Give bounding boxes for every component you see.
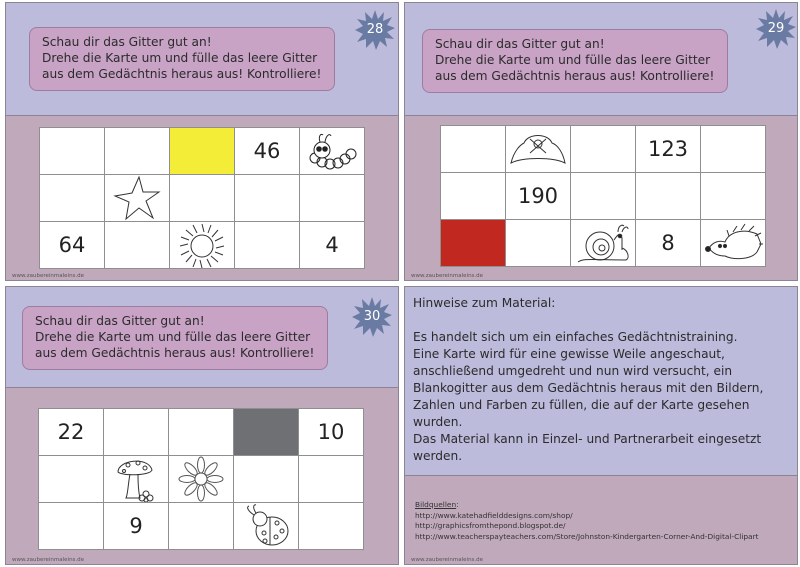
grid-cell-empty (169, 503, 234, 550)
memory-grid (39, 127, 365, 269)
grid-cell-empty (39, 456, 104, 503)
grid-cell-empty (300, 175, 365, 222)
grid-cell-image (234, 503, 299, 550)
notes-line: anschließend umgedreht und nun wird versucht, ein (413, 364, 733, 378)
grid-cell-empty (506, 220, 571, 267)
grid-cell-empty (104, 409, 169, 456)
instruction-bubble: Schau dir das Gitter gut an! Drehe die Karte um und fülle das leere Gitter aus dem Gedächtnis heraus aus! Kontrolliere! (29, 27, 335, 91)
grid-cell-number: 10 (299, 409, 364, 456)
memory-card-30 (5, 286, 399, 565)
notes-text (413, 295, 789, 465)
notes-title: Hinweise zum Material: (413, 296, 556, 310)
grid-cell-empty (40, 128, 105, 175)
notes-card (404, 286, 798, 565)
grid-cell-number: 46 (235, 128, 300, 175)
grid-cell-image (701, 220, 766, 267)
grid-cell-empty (234, 456, 299, 503)
grid-cell-empty (441, 173, 506, 220)
grid-cell-empty (169, 409, 234, 456)
notes-line: wurden. (413, 415, 463, 429)
memory-grid (440, 125, 766, 267)
memory-card-29 (404, 2, 798, 281)
notes-line: werden. (413, 449, 463, 463)
card-number-badge: 30 (351, 296, 393, 338)
grid-cell-empty (105, 128, 170, 175)
grid-cell-empty (105, 222, 170, 269)
mushroom-icon (114, 456, 158, 502)
caterpillar-icon (307, 130, 357, 172)
grid-cell-image (571, 220, 636, 267)
card-number-badge: 28 (354, 9, 396, 51)
grid-cell-number: 4 (300, 222, 365, 269)
flower-icon (177, 456, 225, 502)
grid-cell-image (170, 222, 235, 269)
source-link[interactable]: http://www.teacherspayteachers.com/Store/Johnston-Kindergarten-Corner-And-Digital-Clipart (415, 531, 759, 541)
grid-cell-number: 123 (636, 126, 701, 173)
grid-cell-empty (39, 503, 104, 550)
grid-cell-image (300, 128, 365, 175)
pirate-hat-icon (508, 129, 568, 169)
grid-cell-number: 8 (636, 220, 701, 267)
grid-cell-empty (40, 175, 105, 222)
source-link[interactable]: http://graphicsfromthepond.blogspot.de/ (415, 521, 566, 530)
notes-line: Das Material kann in Einzel- und Partnerarbeit eingesetzt (413, 432, 762, 446)
grid-cell-empty (571, 126, 636, 173)
footer-url: www.zaubereinmaleins.de (411, 273, 484, 279)
card-number-badge: 29 (755, 8, 797, 50)
notes-panel (405, 287, 797, 476)
grid-cell-empty (170, 175, 235, 222)
snail-icon (574, 220, 632, 266)
grid-cell-image (169, 456, 234, 503)
grid-cell-empty (701, 126, 766, 173)
grid-cell-empty (299, 456, 364, 503)
memory-card-28 (5, 2, 399, 281)
notes-line: Eine Karte wird für eine gewisse Weile angeschaut, (413, 347, 725, 361)
grid-cell-empty (235, 222, 300, 269)
sun-icon (178, 222, 226, 268)
sources-label: Bildquellen (415, 500, 457, 509)
grid-cell-gray (234, 409, 299, 456)
grid-cell-image (506, 126, 571, 173)
star-icon (113, 175, 161, 221)
grid-cell-empty (701, 173, 766, 220)
source-link[interactable]: http://www.katehadfielddesigns.com/shop/ (415, 510, 573, 520)
footer-url: www.zaubereinmaleins.de (12, 557, 85, 563)
grid-cell-empty (571, 173, 636, 220)
grid-cell-empty (441, 126, 506, 173)
grid-cell-empty (636, 173, 701, 220)
footer-url: www.zaubereinmaleins.de (12, 273, 85, 279)
instruction-bubble: Schau dir das Gitter gut an! Drehe die Karte um und fülle das leere Gitter aus dem Gedächtnis heraus aus! Kontrolliere! (422, 29, 728, 93)
grid-cell-empty (235, 175, 300, 222)
notes-line: Blankogitter aus dem Gedächtnis heraus mit den Bildern, (413, 381, 764, 395)
grid-cell-number: 64 (40, 222, 105, 269)
image-sources: Bildquellen: http://www.katehadfielddesigns.com/shop/ http://graphicsfromthepond.blogspot.de/ http://www.teacherspayteachers.com/Store/Johnston-Kindergarten-Corner-And-Digital-Clipart (415, 500, 759, 541)
grid-cell-image (104, 456, 169, 503)
sources-panel (405, 476, 797, 564)
notes-line: Es handelt sich um ein einfaches Gedächtnistraining. (413, 330, 738, 344)
ladybug-icon (240, 503, 292, 549)
notes-line: Zahlen und Farben zu füllen, die auf der Karte gesehen (413, 398, 750, 412)
instruction-bubble: Schau dir das Gitter gut an! Drehe die Karte um und fülle das leere Gitter aus dem Gedächtnis heraus aus! Kontrolliere! (22, 306, 328, 370)
hedgehog-icon (703, 222, 763, 264)
grid-cell-red (441, 220, 506, 267)
memory-grid (38, 408, 364, 550)
footer-url: www.zaubereinmaleins.de (411, 557, 484, 563)
grid-cell-image (105, 175, 170, 222)
grid-cell-number: 190 (506, 173, 571, 220)
grid-cell-number: 9 (104, 503, 169, 550)
grid-cell-yellow (170, 128, 235, 175)
grid-cell-empty (299, 503, 364, 550)
grid-cell-number: 22 (39, 409, 104, 456)
